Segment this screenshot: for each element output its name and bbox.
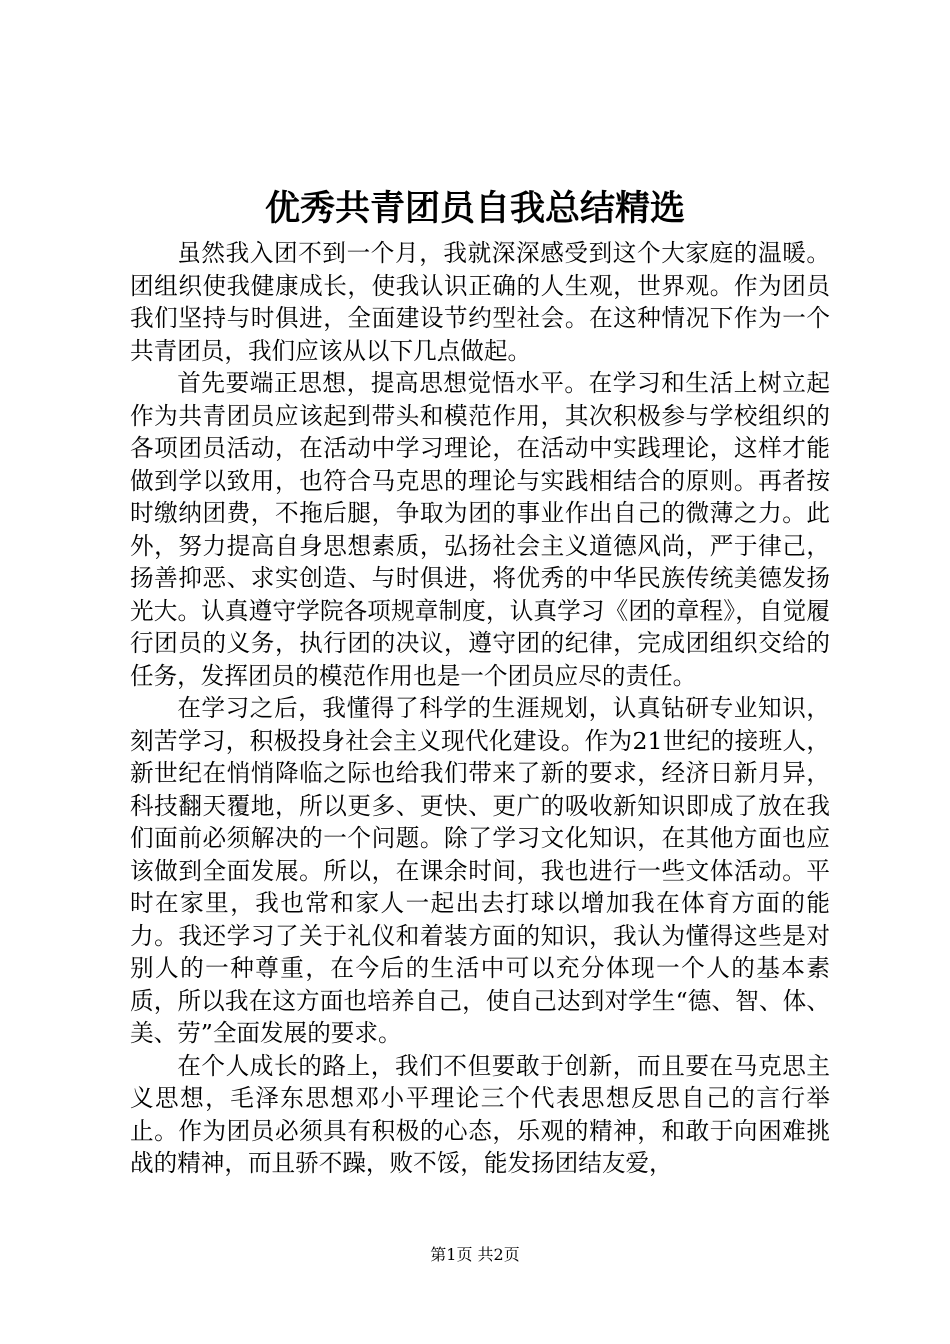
document-title: 优秀共青团员自我总结精选 [264, 188, 685, 229]
page-number-footer: 第1页 共2页 [430, 1245, 520, 1264]
document-body [130, 237, 830, 1180]
paragraph-2: 首先要端正思想，提高思想觉悟水平。在学习和生活上树立起作为共青团员应该起到带头和模范作用，其次积极参与学校组织的各项团员活动，在活动中学习理论，在活动中实践理论，这样才能做到学以致用，也符合马克思的理论与实践相结合的原则。再者按时缴纳团费，不拖后腿，争取为团的事业作出自己的微薄之力。此外，努力提高自身思想素质，弘扬社会主义道德风尚，严于律己，扬善抑恶、求实创造、与时俱进，将优秀的中华民族传统美德发扬光大。认真遵守学院各项规章制度，认真学习《团的章程》，自觉履行团员的义务，执行团的决议，遵守团的纪律，完成团组织交给的任务，发挥团员的模范作用也是一个团员应尽的责任。 [130, 369, 830, 690]
paragraph-4: 在个人成长的路上，我们不但要敢于创新，而且要在马克思主义思想，毛泽东思想邓小平理论三个代表思想反思自己的言行举止。作为团员必须具有积极的心态，乐观的精神，和敢于向困难挑战的精神，而且骄不躁，败不馁，能发扬团结友爱， [130, 1051, 830, 1177]
paragraph-3: 在学习之后，我懂得了科学的生涯规划，认真钻研专业知识，刻苦学习，积极投身社会主义现代化建设。作为21世纪的接班人，新世纪在悄悄降临之际也给我们带来了新的要求，经济日新月异，科技翻天覆地，所以更多、更快、更广的吸收新知识即成了放在我们面前必须解决的一个问题。除了学习文化知识，在其他方面也应该做到全面发展。所以，在课余时间，我也进行一些文体活动。平时在家里，我也常和家人一起出去打球以增加我在体育方面的能力。我还学习了关于礼仪和着装方面的知识，我认为懂得这些是对别人的一种尊重，在今后的生活中可以充分体现一个人的基本素质，所以我在这方面也培养自己，使自己达到对学生“德、智、体、美、劳”全面发展的要求。 [130, 694, 830, 1047]
paragraph-1: 虽然我入团不到一个月，我就深深感受到这个大家庭的温暖。团组织使我健康成长，使我认识正确的人生观，世界观。作为团员我们坚持与时俱进，全面建设节约型社会。在这种情况下作为一个共青团员，我们应该从以下几点做起。 [130, 239, 830, 365]
